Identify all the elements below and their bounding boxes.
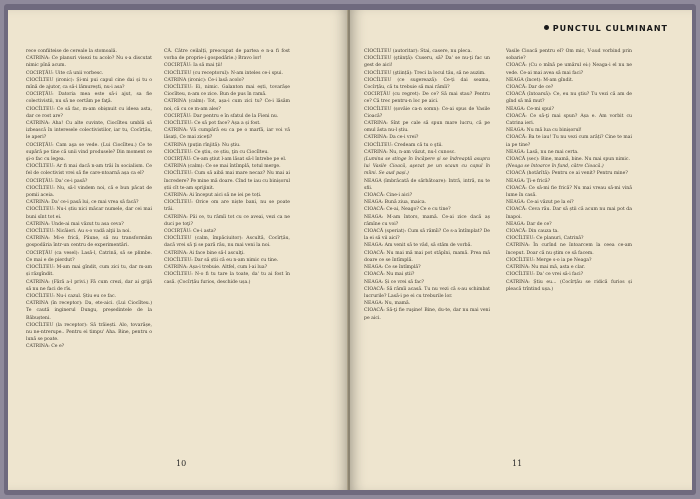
paragraph: CATRINA: Nu mai mă, asta e clar. <box>506 265 585 271</box>
paragraph: CIOCÎLTEU (ce sugerează): Ce-ți dai seama, Cocîrțău, că tu trebuie să mai rămîi? <box>364 77 490 91</box>
paragraph: NEAGA: Ce se întîmplă? <box>364 265 421 271</box>
paragraph: CIOCÎLTEU: N-o fi tu tare la toate, da' tu ai fost în casă. (Cocîrțău furios, deschide ușa.) <box>164 272 290 285</box>
paragraph: CIOCÎLTEU: Credeam că tu o ştii. <box>364 142 443 148</box>
paragraph: CIOACĂ (hotărîtă): Pentru ce ai venit? Pentru mine? <box>506 171 628 177</box>
paragraph: NEAGA: Ce-ai văzut pe la ei? <box>506 200 574 206</box>
paragraph: COCIRȚĂU: Ce-i asta? <box>164 229 217 235</box>
paragraph: CATRINA: Vă cumpără eu ca pe o marfă, iar voi vă lăsați, Ce mai ziceți? <box>164 128 290 141</box>
paragraph: CIOACĂ (speriat): Cum să rămîi? Ce s-a întîmplat? De la ei să vii aici? <box>364 229 490 242</box>
paragraph: CIOACĂ: Să-ţi fie ruşine! Bine, du-te, dar nu mai veni pe aici. <box>364 308 490 321</box>
paragraph: CIOCÎLTEU: Dar să știi că eu n-am nimic cu tine. <box>164 257 279 263</box>
paragraph: NEAGA: Lasă, nu ne mai certa. <box>506 149 579 155</box>
paragraph: CATRINA: Aha! Cu alte cuvinte, Ciocîlteu umblă să izbească în interesele colectivistilor, iar tu, Cocîrțău, le aperi? <box>26 121 152 141</box>
paragraph: NEAGA: Ce-mi spui? <box>506 106 554 112</box>
paragraph: NEAGA (încet): M-am gîndit. <box>506 77 574 83</box>
text-column-1 <box>26 48 152 456</box>
paragraph: NEAGA: Nu, mamă. <box>364 301 411 307</box>
paragraph: CATRINA: (Fără a-l privi.) Fă cum crezi, dar ai grijă să nu ne faci de rîs. <box>26 279 152 292</box>
paragraph: CIOACĂ: Nu mai mă mai pot stăpîni, mamă. Prea mă doare ce se întîmplă. <box>364 250 490 263</box>
paragraph: CIOCÎLTEU: Merge s-o ia pe Neaga? <box>506 257 592 263</box>
paragraph: COCIRȚĂU (cu regret): De ce? Să mai stau? Pentru ce? Că trec pentru-n loc pe aici. <box>364 92 490 105</box>
paragraph: CATRINA: Știu eu... (Cocîrțău se ridică furios și pleacă trîntind ușa.) <box>506 279 632 292</box>
paragraph: CIOACĂ: Din cauza ta. <box>506 229 559 235</box>
paragraph: NEAGA: Am venit să te văd, să stăm de vorbă. <box>364 243 472 249</box>
paragraph: COCIRȚĂU: Datoria mea este să-i ajut, sa fie colectivistii, nu să ne certăm pe faţă. <box>26 92 152 105</box>
paragraph: CIOCÎLTEU: Ar fi mai dacă n-am trăi în socialism. Ce fel de colectivist vrei să fie care-ntoarnă așa ca el? <box>26 164 152 177</box>
header-title: PUNCTUL CULMINANT <box>552 24 668 33</box>
paragraph: CIOCÎLTEU: Orice om are niște bani, nu se poate trăi. <box>164 200 290 213</box>
paragraph: CIOACĂ: Dar de ce? <box>506 85 554 91</box>
paragraph: CIOCÎLTEU (ştiință): Cuseru, să? Da' se nu-ţi fac un gest de aici! <box>364 56 490 69</box>
paragraph: CATRINA: Ai face bine să-l asculţi. <box>164 250 245 256</box>
paragraph: CATRINA (ironic): Ce-i lasă acolo? <box>164 77 244 83</box>
paragraph: (Neaga se întoarce în fund, către Cioacă.) <box>506 164 604 170</box>
paragraph: CIOACĂ: Ce să-ţi mai spun? Așa e. Am vorbit cu Catrina ieri. <box>506 113 632 127</box>
text-column-3 <box>364 48 490 456</box>
paragraph: CIOCÎLTEU: M-am mai gîndit, cum zici tu, dar m-am și răzgîndit. <box>26 265 152 278</box>
paragraph: CIOCÎLTEU: Nicăieri. Au s-o vadă alţii la noi. <box>26 229 131 235</box>
paragraph: CIOCÎLTEU: Ce să pot face? Așa a și fost. <box>164 121 261 127</box>
paragraph: CATRINA: Nu, n-am văzut, nu-l cunosc. <box>364 149 456 155</box>
paragraph: CIOCÎLTEU (calm, împăciuitor): Ascultă, Cocîrțău, dacă vrei să ţi se pară rău, nu mai veni la noi. <box>164 236 290 249</box>
paragraph: (Lumina se stinge în încăpere și se îndreaptă asupra lui Vasile Cioacă, aşezat pe un scaun cu capul în mîini. Se aud pași.) <box>364 157 490 177</box>
paragraph: CATRINA: În curînd ne întoarcem la ceea ce-am început. Doar că nu ştim ce să facem. <box>506 243 632 256</box>
paragraph: COCIRȚĂU: Dar pentru e în sfatul de la Fieni nu. <box>164 113 279 119</box>
paragraph: COCIRȚĂU: Ce-am ştiut l-am lăsat să-l întrebe pe el. <box>164 157 287 163</box>
paragraph: CIOCÎLTEU: Nu, să-l vindem noi, că e bun păcat de pomii aceia. <box>26 185 152 199</box>
paragraph: NEAGA: Dar de ce? <box>506 221 552 227</box>
paragraph: CIOACĂ: Ce să-mi fie frică? Nu mai vreau să-mi vină lume în casă. <box>506 185 632 199</box>
paragraph: CIOACĂ (întoarsă): Ce, eu nu ştiu? Tu vezi că am de gînd să mă mut? <box>506 92 632 105</box>
paragraph: CIOACĂ: Ba te iau! Tu nu vezi cum arăți? Cine te mai ia pe tine? <box>506 135 632 148</box>
paragraph: COCIRȚĂU (ca vesel): Lasă-l, Catrină, să se plimbe. Ce mai e de pierdut? <box>26 250 152 263</box>
paragraph: CATRINA: Da ce-i vrei? <box>364 135 419 141</box>
paragraph: CIOCÎLTEU (șovăie ca-n somn): Ce-ai spus de Vasile Cioacă? <box>364 106 490 119</box>
paragraph: NEAGA: Ţi-e frică? <box>506 178 551 184</box>
paragraph: CIOCÎLTEU (autoritar): Stai, casere, nu pleca. <box>364 49 472 54</box>
paragraph: CIOCÎLTEU: Da' ce vrei să-i faci? <box>506 272 584 278</box>
paragraph: CIOCÎLTEU: Nu-i știu nici măcar numele, dar cei mai buni sînt tot ei. <box>26 207 152 220</box>
paragraph: COCIRȚĂU: Cam aşa se vede. (Lui Ciocîlteu.) Ce te supără pe tine că unii vind produsele? Din moment ce şi-o fac cu legea. <box>26 142 152 163</box>
paragraph: CATRINA: Ce planuri visezi tu acolo? Nu s-a discutat nimic pînă acum. <box>26 56 152 69</box>
book-spread <box>4 4 696 495</box>
paragraph: CIOCÎLTEU: Ce să fac, m-am obișnuit cu ideea asta, dar ce rost are? <box>26 106 152 119</box>
text-column-4 <box>506 48 632 456</box>
paragraph: NEAGA: Nu mă lua cu binișorul! <box>506 128 582 134</box>
paragraph: CIOACĂ: Cine-i aici? <box>364 193 413 199</box>
paragraph: COCIRȚĂU: Ia să mai ții! <box>164 63 223 69</box>
paragraph: NEAGA (îmbrăcată de sărbătoare): Intră, intră, nu te sfii. <box>364 178 490 191</box>
paragraph: CIOACĂ: Ce-ai, Neago? Ce e cu tine? <box>364 207 451 213</box>
paragraph: CATRINA (în receptor): Da, ete-aici. (Lui Ciocîlteu.) Te caută inginerul Dungu, președintele de la Băbușteni. <box>26 301 152 321</box>
paragraph: CATRINA: Unde-ai mai văzut tu asa ceva? <box>26 221 124 227</box>
paragraph: CIOCÎLTEU: Cum să aibă mai mare necaz? Nu mai ai încredere? Pe mine mă doare. Cînd te iau cu binișorul știi cît te-am sprijinit. <box>164 171 290 191</box>
paragraph: CIOACĂ (sec): Bine, mamă, bine. Nu mai spun nimic. <box>506 157 630 163</box>
paragraph: CATRINA: Așa-i trebuie. Altfel, cum l-ai lua? <box>164 265 268 271</box>
paragraph: NEAGA: Bună ziua, maica. <box>364 200 427 206</box>
paragraph: CATRINA: Da' ce-i pasă lui, ce mai vrea să facă? <box>26 200 139 206</box>
page-header <box>544 24 668 33</box>
paragraph: CATRINA: Ai început aici să ne iei pe toți. <box>164 193 262 199</box>
paragraph: COCIRȚĂU: Da' ce-i pasă? <box>26 178 88 184</box>
paragraph: Vasile Cioacă pentru el? Om mic, V-aud vorbind prin sobarie? <box>506 49 632 62</box>
paragraph: CIOCÎLTEU (ştiință): Treci la locul tău, să ne auzim. <box>364 70 486 76</box>
paragraph: CATRINA (puțin rînjită): Nu ştiu. <box>164 142 241 148</box>
paragraph: CATRINA (calm): Ce se mai întîmplă, totul merge. <box>164 164 281 170</box>
paragraph: CIOACĂ: Să rămîi acasă. Tu nu vezi că s-au schimbat lucrurile? Lasă-i pe ei cu treburile lor. <box>364 286 490 299</box>
paragraph: CIOCÎLTEU: Ce planuri, Catrină? <box>506 236 584 242</box>
paragraph: rece confiiteise de cereale la stomoalä. <box>26 49 117 54</box>
paragraph: CIOCÎLTEU (cu receptorul): N-am inteles ce-i spui. <box>164 70 283 76</box>
paragraph: NEAGA: M-am întors, mamă. Ce-ai zice dacă aș rămîne cu voi? <box>364 214 490 227</box>
paragraph: CIOACĂ: Nu mai știi? <box>364 272 415 278</box>
paragraph: CIOCÎLTEU (la receptor): Să trăiești. Alo, tovarășe, nu ne-ntrerupe.. Pentru ei timpu' Aha. Bine, pentru o lună se poate. <box>26 322 152 343</box>
paragraph: CIOACĂ: (Cu o mînă pe umărul ei:) Neaga-i el nu ne vede. Ce-ai mai avea să mai faci? <box>506 63 632 76</box>
page-number-right: 11 <box>512 459 523 468</box>
paragraph: CATRINA (calm): Tot, așa-i cum zici tu? Ce-i lăsăm noi, că cu ce m-am ales? <box>164 99 290 112</box>
right-page <box>350 10 692 490</box>
paragraph: CIOCÎLTEU: Ce ştiu, ce știu, ţin cu Ciocîlteu. <box>164 149 269 155</box>
left-page <box>8 10 348 490</box>
paragraph: COCIRȚĂU: Uite că unii vorbesc. <box>26 70 104 76</box>
paragraph: CIOCÎLTEU: Nu-i cazul. Știu eu ce fac. <box>26 293 117 299</box>
page-number-left: 10 <box>176 459 187 468</box>
paragraph: CĂ. Către ceilalți, preocupat de partea e n-a fi fost vorba de proprie-i gospodărie.) Bravo lor! <box>164 49 290 62</box>
paragraph: CIOCÎLTEU (ironic): Și-mi pui capul cine dai și tu o mînă de ajutor, ca să-i lămurești, nu-i asa? <box>26 77 152 91</box>
paragraph: CIOACĂ: Ceva rău. Dar să știi că acum nu mai pot da înapoi. <box>506 207 632 220</box>
paragraph: CATRINA: Sînt pe cale să spun mare lucru, că pe omul ăsta nu-l știu. <box>364 121 490 134</box>
paragraph: NEAGA: Și ce vrei să fac? <box>364 279 424 285</box>
paragraph: CIOCÎLTEU: Ei, nimic. Galanton mai ești, tovarășe Ciocîlteu, n-am ce zice. Bun de pus în ramă. <box>164 85 290 98</box>
bullet-icon <box>544 25 549 30</box>
paragraph: CATRINA: Mi-e frică, Păune, să nu transformăm gospodăria într-un centru de experimentări. <box>26 236 152 249</box>
paragraph: CATRINA: Ce e? <box>26 344 65 350</box>
text-column-2 <box>164 48 290 456</box>
paragraph: CATRINA: Păi ce, tu rămîi tot cu ce aveai, vezi ca ne duci pe toţi? <box>164 214 290 227</box>
